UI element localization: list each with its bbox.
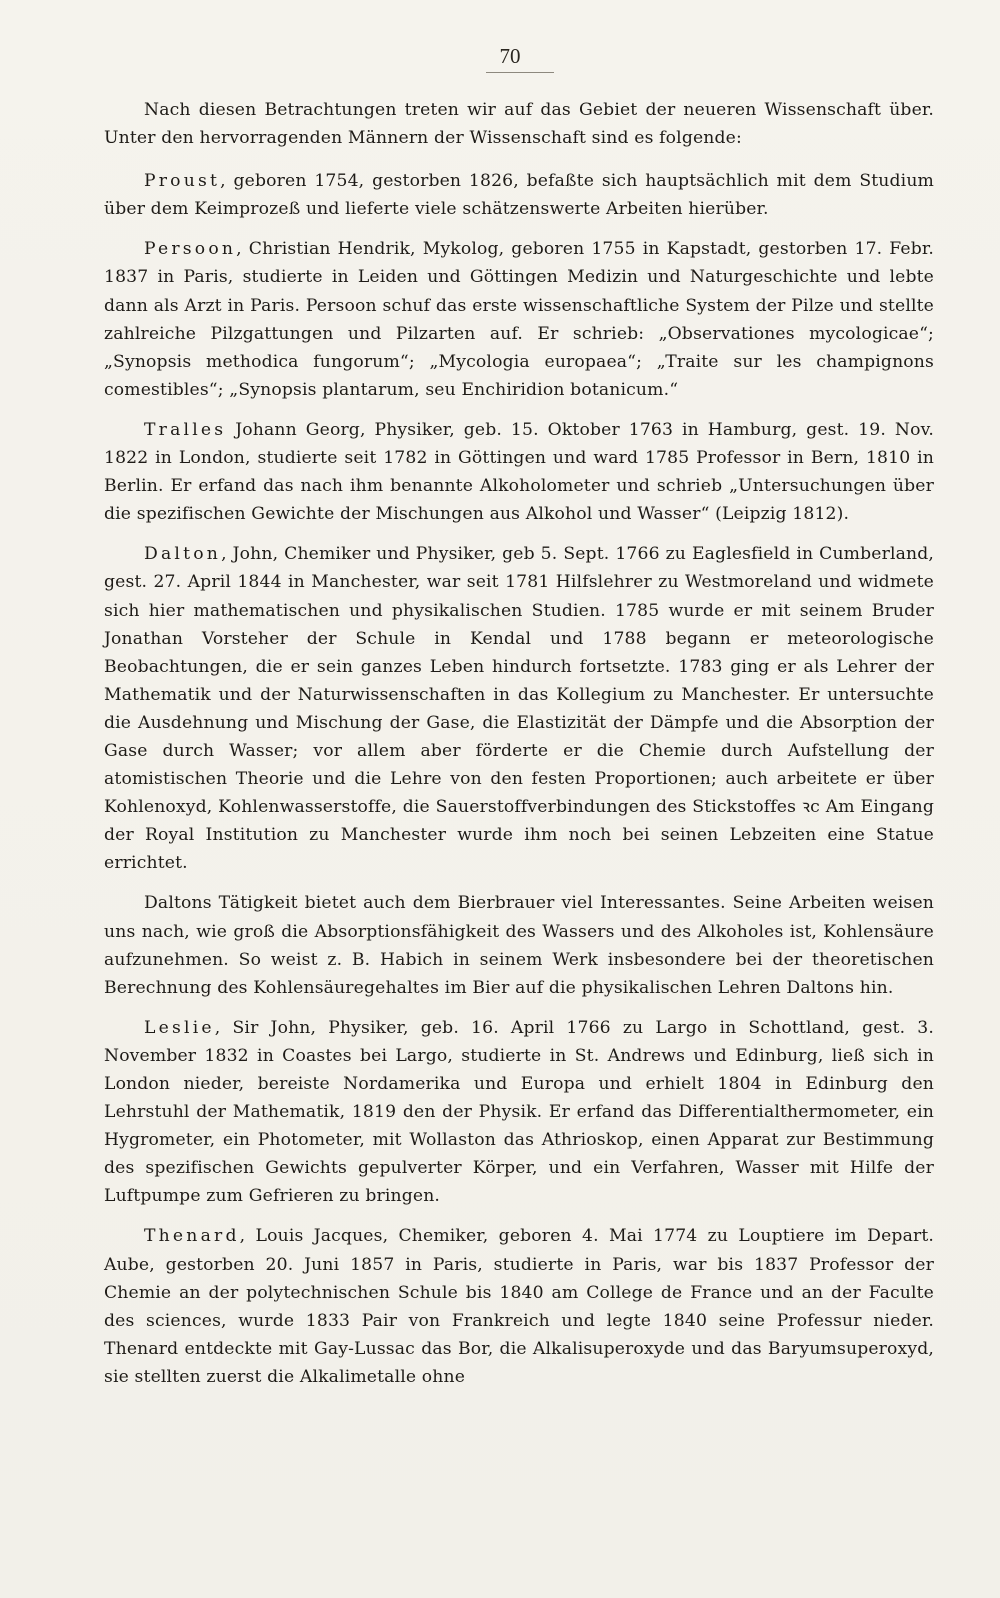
- paragraph-persoon: [104, 235, 934, 404]
- page-number-rule: [486, 72, 554, 73]
- paragraph-dalton: [104, 540, 934, 877]
- entry-name: Tralles: [144, 419, 227, 440]
- page-number: 70: [499, 44, 521, 68]
- paragraph-text: , geboren 1754, gestorben 1826, befaßte sich hauptsächlich mit dem Studium über dem Keimprozeß und lieferte viele schätzenswerte Arbeiten hierüber.: [104, 171, 934, 220]
- entry-name: Thenard: [144, 1226, 240, 1247]
- paragraph-thenard: [104, 1222, 934, 1391]
- paragraph-text: , John, Chemiker und Physiker, geb 5. Sept. 1766 zu Eaglesfield in Cumberland, gest. 27. April 1844 in Manchester, war seit 1781 Hilfslehrer zu Westmoreland und widmete sich hier mathematischen und physikalischen Studien. 1785 wurde er mit seinem Bruder Jonathan Vorsteher der Schule in Kendal und 1788 begann er meteorologische Beobachtungen, die er sein ganzes Leben hindurch fortsetzte. 1783 ging er als Lehrer der Mathematik und der Naturwissenschaften in das Kollegium zu Manchester. Er untersuchte die Ausdehnung und Mischung der Gase, die Elastizität der Dämpfe und die Absorption der Gase durch Wasser; vor allem aber förderte er die Chemie durch Aufstellung der atomistischen Theorie und die Lehre von den festen Proportionen; auch arbeitete er über Kohlenoxyd, Kohlenwasserstoffe, die Sauerstoffverbindungen des Stickstoffes ꝛc Am Eingang der Royal Institution zu Manchester wurde ihm noch bei seinen Lebzeiten eine Statue errichtet.: [104, 544, 934, 874]
- paragraph-text: Nach diesen Betrachtungen treten wir auf das Gebiet der neueren Wissenschaft über. Unter den hervorragenden Männern der Wissenschaft sind es folgende:: [104, 100, 934, 149]
- entry-name: Proust: [144, 171, 221, 192]
- body-text: [104, 96, 934, 1403]
- paragraph-proust: [104, 167, 934, 223]
- paragraph-daltons-taetigkeit: [104, 889, 934, 1001]
- paragraph-text: Daltons Tätigkeit bietet auch dem Bierbrauer viel Interessantes. Seine Arbeiten weisen uns nach, wie groß die Absorptionsfähigkeit des Wassers und des Alkoholes ist, Kohlensäure aufzunehmen. So weist z. B. Habich in seinem Werk insbesondere bei der theoretischen Berechnung des Kohlensäuregehaltes im Bier auf die physikalischen Lehren Daltons hin.: [104, 893, 934, 998]
- entry-name: Persoon: [144, 239, 237, 260]
- paragraph-tralles: [104, 416, 934, 528]
- paragraph-text: , Sir John, Physiker, geb. 16. April 1766 zu Largo in Schottland, gest. 3. November 1832 in Coastes bei Largo, studierte in St. Andrews und Edinburg, ließ sich in London nieder, bereiste Nordamerika und Europa und erhielt 1804 in Edinburg den Lehrstuhl der Mathematik, 1819 den der Physik. Er erfand das Differentialthermometer, ein Hygrometer, ein Photometer, mit Wollaston das Athrioskop, einen Apparat zur Bestimmung des spezifischen Gewichts gepulverter Körper, und ein Verfahren, Wasser mit Hilfe der Luftpumpe zum Gefrieren zu bringen.: [104, 1017, 934, 1207]
- paragraph-text: , Christian Hendrik, Mykolog, geboren 1755 in Kapstadt, gestorben 17. Febr. 1837 in Paris, studierte in Leiden und Göttingen Medizin und Naturgeschichte und lebte dann als Arzt in Paris. Persoon schuf das erste wissenschaftliche System der Pilze und stellte zahlreiche Pilzgattungen und Pilzarten auf. Er schrieb: „Observationes mycologicae“; „Synopsis methodica fungorum“; „Mycologia europaea“; „Traite sur les champignons comestibles“; „Synopsis plantarum, seu Enchiridion botanicum.“: [104, 239, 934, 400]
- paragraph-leslie: [104, 1014, 934, 1211]
- entry-name: Dalton: [144, 544, 222, 565]
- paragraph-intro: [104, 96, 934, 152]
- paragraph-text: , Louis Jacques, Chemiker, geboren 4. Mai 1774 zu Louptiere im Depart. Aube, gestorben 20. Juni 1857 in Paris, studierte in Paris, war bis 1837 Professor der Chemie an der polytechnischen Schule bis 1840 am College de France und an der Faculte des sciences, wurde 1833 Pair von Frankreich und legte 1840 seine Professur nieder. Thenard entdeckte mit Gay-Lussac das Bor, die Alkalisuperoxyde und das Baryumsuperoxyd, sie stellten zuerst die Alkalimetalle ohne: [104, 1226, 934, 1387]
- entry-name: Leslie: [144, 1017, 215, 1038]
- paragraph-text: Johann Georg, Physiker, geb. 15. Oktober 1763 in Hamburg, gest. 19. Nov. 1822 in London, studierte seit 1782 in Göttingen und ward 1785 Professor in Bern, 1810 in Berlin. Er erfand das nach ihm benannte Alkoholometer und schrieb „Untersuchungen über die spezifischen Gewichte der Mischungen aus Alkohol und Wasser“ (Leipzig 1812).: [104, 419, 934, 525]
